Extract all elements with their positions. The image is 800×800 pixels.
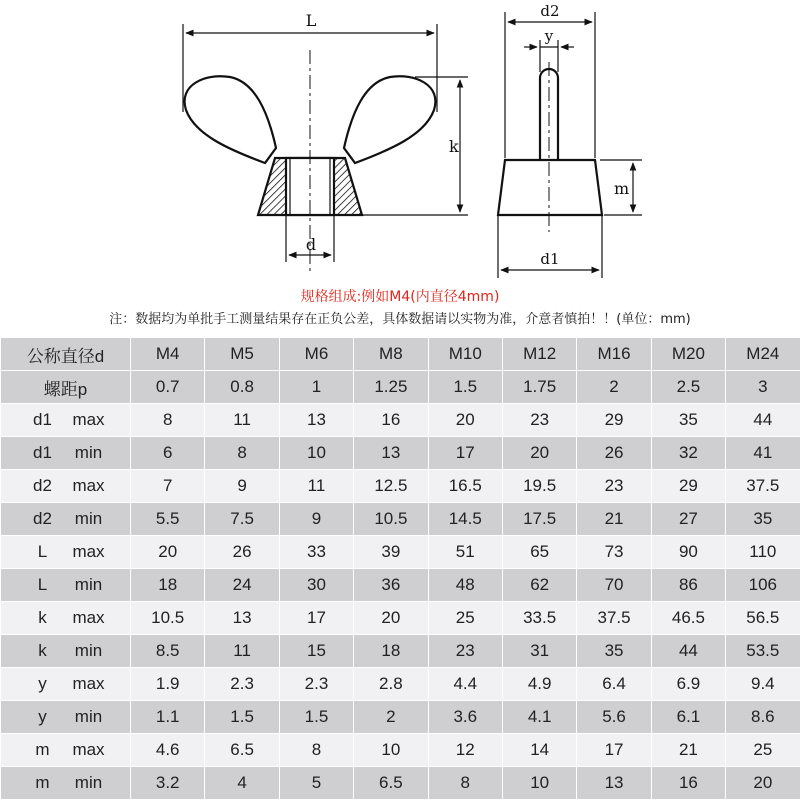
row-dimension: m	[35, 773, 50, 792]
row-qualifier: min	[74, 575, 103, 594]
row-label	[1, 536, 131, 569]
table-cell: 5.5	[131, 503, 205, 536]
table-cell: 36	[354, 569, 428, 602]
row-label	[1, 635, 131, 668]
table-cell: 6.1	[651, 701, 725, 734]
header-size: M6	[279, 338, 353, 371]
table-cell: 6	[131, 437, 205, 470]
table-cell: 10	[354, 734, 428, 767]
row-dimension: d2	[33, 476, 52, 495]
row-qualifier: max	[72, 542, 105, 561]
table-cell: 31	[502, 635, 576, 668]
table-header-row	[1, 338, 800, 371]
table-cell: 46.5	[651, 602, 725, 635]
label-L: L	[305, 11, 317, 30]
table-cell: 73	[577, 536, 651, 569]
table-cell: 16.5	[428, 470, 502, 503]
table-cell: 35	[726, 503, 800, 536]
right-wing	[344, 76, 435, 163]
table-cell: 2	[577, 371, 651, 404]
table-row	[1, 668, 800, 701]
row-qualifier: min	[74, 443, 103, 462]
table-cell: 56.5	[726, 602, 800, 635]
table-cell: 7	[131, 470, 205, 503]
table-cell: 2.5	[651, 371, 725, 404]
table-cell: 13	[577, 767, 651, 800]
table-row	[1, 701, 800, 734]
table-cell: 25	[428, 602, 502, 635]
row-dimension: m	[35, 740, 50, 759]
table-cell: 7.5	[205, 503, 279, 536]
row-qualifier: min	[74, 773, 103, 792]
table-cell: 53.5	[726, 635, 800, 668]
table-cell: 8	[428, 767, 502, 800]
table-cell: 2.3	[279, 668, 353, 701]
table-cell: 4.4	[428, 668, 502, 701]
table-cell: 70	[577, 569, 651, 602]
row-label	[1, 602, 131, 635]
table-cell: 18	[131, 569, 205, 602]
row-qualifier: max	[72, 410, 105, 429]
table-cell: 65	[502, 536, 576, 569]
table-cell: 21	[651, 734, 725, 767]
table-cell: 51	[428, 536, 502, 569]
table-row	[1, 635, 800, 668]
table-cell: 2.3	[205, 668, 279, 701]
table-cell: 5.6	[577, 701, 651, 734]
table-cell: 11	[205, 635, 279, 668]
row-dimension: k	[38, 641, 47, 660]
row-qualifier: max	[72, 608, 105, 627]
spec-table	[0, 337, 800, 800]
table-cell: 10	[502, 767, 576, 800]
label-d1: d1	[540, 250, 560, 268]
table-cell: 3	[726, 371, 800, 404]
label-k: k	[449, 137, 459, 156]
row-label	[1, 668, 131, 701]
table-cell: 106	[726, 569, 800, 602]
table-row	[1, 371, 800, 404]
table-cell: 1.1	[131, 701, 205, 734]
table-cell: 10.5	[354, 503, 428, 536]
label-d: d	[305, 235, 317, 254]
table-cell: 4	[205, 767, 279, 800]
table-cell: 86	[651, 569, 725, 602]
table-cell: 39	[354, 536, 428, 569]
header-nominal-diameter: 公称直径d	[1, 338, 131, 371]
table-cell: 19.5	[502, 470, 576, 503]
table-cell: 33.5	[502, 602, 576, 635]
table-row	[1, 437, 800, 470]
row-label	[1, 437, 131, 470]
row-label	[1, 767, 131, 800]
table-cell: 1.5	[279, 701, 353, 734]
spec-example-note: 规格组成:例如M4(内直径4mm)	[300, 289, 500, 305]
table-cell: 4.1	[502, 701, 576, 734]
row-label	[1, 569, 131, 602]
table-cell: 10.5	[131, 602, 205, 635]
label-d2: d2	[540, 2, 560, 20]
table-cell: 13	[205, 602, 279, 635]
table-cell: 3.6	[428, 701, 502, 734]
dimension-d1	[498, 215, 602, 278]
header-size: M12	[502, 338, 576, 371]
table-row	[1, 503, 800, 536]
table-row	[1, 734, 800, 767]
row-qualifier: max	[72, 740, 105, 759]
table-cell: 1.5	[205, 701, 279, 734]
label-y: y	[544, 27, 554, 45]
table-cell: 32	[651, 437, 725, 470]
table-cell: 17	[279, 602, 353, 635]
table-cell: 12.5	[354, 470, 428, 503]
row-dimension: d1	[33, 410, 52, 429]
table-cell: 26	[577, 437, 651, 470]
table-row	[1, 569, 800, 602]
table-cell: 8.5	[131, 635, 205, 668]
table-cell: 62	[502, 569, 576, 602]
table-cell: 90	[651, 536, 725, 569]
row-qualifier: min	[74, 707, 103, 726]
table-cell: 20	[726, 767, 800, 800]
table-row	[1, 470, 800, 503]
table-cell: 12	[428, 734, 502, 767]
table-cell: 35	[651, 404, 725, 437]
row-qualifier: min	[74, 509, 103, 528]
row-dimension: L	[37, 542, 48, 561]
table-cell: 110	[726, 536, 800, 569]
table-cell: 33	[279, 536, 353, 569]
table-cell: 44	[651, 635, 725, 668]
row-label	[1, 404, 131, 437]
table-cell: 21	[577, 503, 651, 536]
header-size: M24	[726, 338, 800, 371]
table-cell: 20	[354, 602, 428, 635]
table-cell: 20	[131, 536, 205, 569]
row-dimension: y	[38, 707, 47, 726]
table-cell: 1.9	[131, 668, 205, 701]
table-cell: 44	[726, 404, 800, 437]
table-cell: 20	[502, 437, 576, 470]
table-cell: 8	[131, 404, 205, 437]
measurement-disclaimer: 注：数据均为单批手工测量结果存在正负公差，具体数据请以实物为准，介意者慎拍！！(单位：mm)	[109, 312, 691, 327]
table-cell: 29	[577, 404, 651, 437]
row-label	[1, 503, 131, 536]
table-cell: 35	[577, 635, 651, 668]
table-row	[1, 767, 800, 800]
row-qualifier: max	[72, 476, 105, 495]
wing-nut-technical-drawing	[0, 0, 800, 290]
table-cell: 6.5	[354, 767, 428, 800]
table-cell: 37.5	[726, 470, 800, 503]
row-qualifier: min	[74, 641, 103, 660]
label-m: m	[614, 179, 630, 198]
table-cell: 1.25	[354, 371, 428, 404]
row-label	[1, 470, 131, 503]
table-cell: 27	[651, 503, 725, 536]
table-cell: 9	[205, 470, 279, 503]
table-cell: 13	[354, 437, 428, 470]
row-label	[1, 371, 131, 404]
table-cell: 4.9	[502, 668, 576, 701]
table-cell: 3.2	[131, 767, 205, 800]
table-cell: 18	[354, 635, 428, 668]
table-cell: 6.9	[651, 668, 725, 701]
table-cell: 1.75	[502, 371, 576, 404]
table-cell: 25	[726, 734, 800, 767]
table-cell: 6.5	[205, 734, 279, 767]
row-dimension: d1	[33, 443, 52, 462]
row-dimension: L	[37, 575, 48, 594]
header-size: M20	[651, 338, 725, 371]
table-cell: 24	[205, 569, 279, 602]
table-cell: 23	[428, 635, 502, 668]
header-size: M16	[577, 338, 651, 371]
left-wing	[185, 76, 276, 163]
table-cell: 8.6	[726, 701, 800, 734]
table-cell: 11	[279, 470, 353, 503]
table-cell: 17	[577, 734, 651, 767]
table-cell: 17.5	[502, 503, 576, 536]
table-cell: 41	[726, 437, 800, 470]
row-qualifier: max	[72, 674, 105, 693]
table-cell: 23	[502, 404, 576, 437]
table-cell: 48	[428, 569, 502, 602]
table-cell: 8	[279, 734, 353, 767]
table-cell: 11	[205, 404, 279, 437]
table-cell: 0.8	[205, 371, 279, 404]
row-label	[1, 701, 131, 734]
table-cell: 4.6	[131, 734, 205, 767]
table-cell: 16	[354, 404, 428, 437]
row-dimension: y	[38, 674, 47, 693]
table-cell: 9.4	[726, 668, 800, 701]
table-cell: 30	[279, 569, 353, 602]
table-cell: 1	[279, 371, 353, 404]
side-view	[498, 69, 602, 215]
table-cell: 29	[651, 470, 725, 503]
table-cell: 10	[279, 437, 353, 470]
table-cell: 14.5	[428, 503, 502, 536]
row-dimension: k	[38, 608, 47, 627]
table-cell: 2.8	[354, 668, 428, 701]
table-cell: 0.7	[131, 371, 205, 404]
table-cell: 5	[279, 767, 353, 800]
table-cell: 2	[354, 701, 428, 734]
table-cell: 14	[502, 734, 576, 767]
table-cell: 17	[428, 437, 502, 470]
table-cell: 6.4	[577, 668, 651, 701]
table-cell: 8	[205, 437, 279, 470]
table-cell: 15	[279, 635, 353, 668]
table-cell: 37.5	[577, 602, 651, 635]
table-cell: 16	[651, 767, 725, 800]
table-cell: 9	[279, 503, 353, 536]
table-cell: 13	[279, 404, 353, 437]
row-dimension: 螺距p	[43, 379, 88, 399]
row-dimension: d2	[33, 509, 52, 528]
side-base	[498, 160, 602, 215]
header-size: M4	[131, 338, 205, 371]
table-row	[1, 602, 800, 635]
header-size: M5	[205, 338, 279, 371]
table-cell: 1.5	[428, 371, 502, 404]
header-size: M8	[354, 338, 428, 371]
row-label	[1, 734, 131, 767]
table-row	[1, 404, 800, 437]
table-cell: 26	[205, 536, 279, 569]
table-cell: 23	[577, 470, 651, 503]
table-row	[1, 536, 800, 569]
header-size: M10	[428, 338, 502, 371]
table-cell: 20	[428, 404, 502, 437]
